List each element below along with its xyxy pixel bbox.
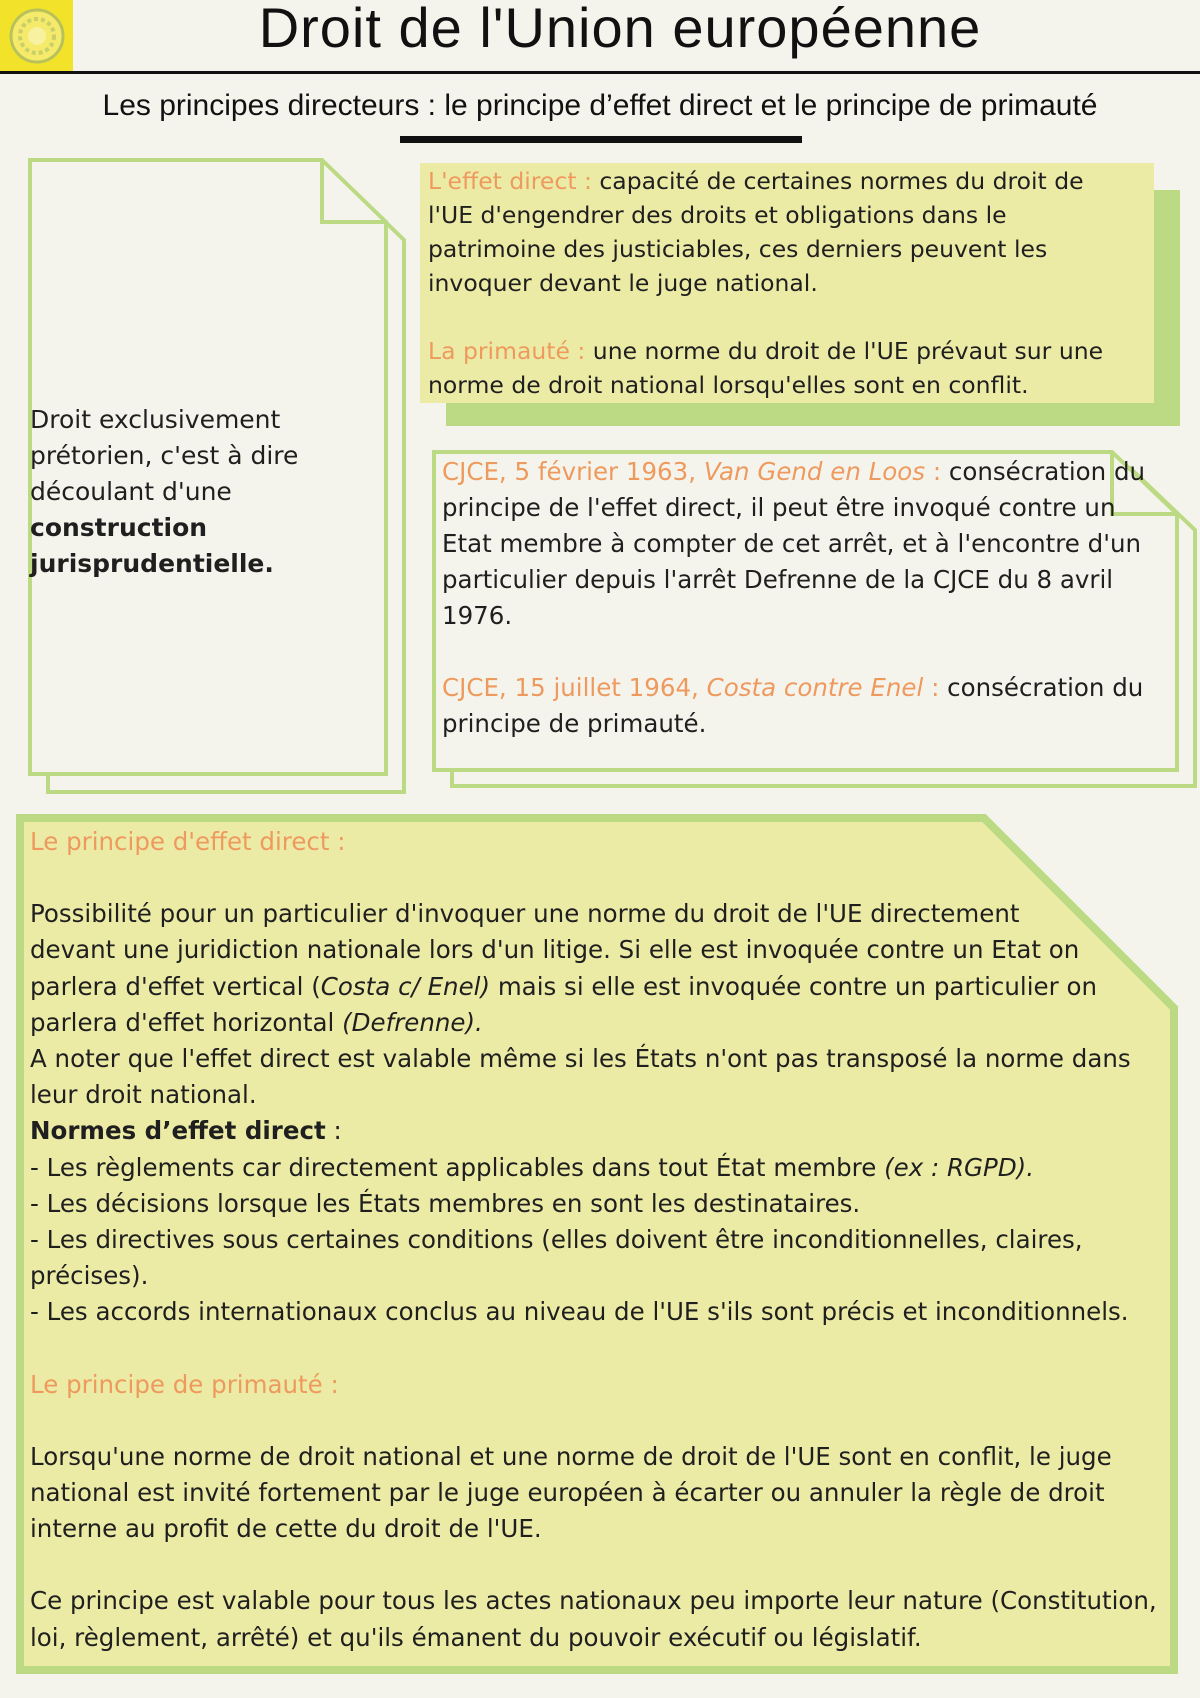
main-content: [30, 824, 1180, 1656]
normes-heading-bold: Normes d’effet direct: [30, 1116, 326, 1146]
normes-item1-b: (ex : RGPD).: [884, 1152, 1035, 1182]
effet-direct-text: capacité de certaines normes du droit de l'UE d'engendrer des droits et obligations dans le patrimoine des justiciables, ces derniers peuvent les invoquer devant le juge national.: [428, 167, 1084, 297]
normes-item: - Les décisions lorsque les États membres en sont les destinataires.: [30, 1188, 861, 1218]
normes-colon: :: [325, 1116, 342, 1146]
normes-item: - Les accords internationaux conclus au niveau de l'UE s'ils sont précis et inconditionnels.: [30, 1297, 1129, 1327]
effet-paragraph-2: A noter que l'effet direct est valable même si les États n'ont pas transposé la norme dans leur droit national.: [30, 1044, 1131, 1110]
effet-p1-a: Possibilité pour un particulier d'invoquer une norme du droit de l'UE directement devant une juridiction nationale lors d'un litige. Si elle est invoquée contre un Etat on parlera d'effet vertical (: [30, 899, 1080, 1001]
primaute-label: La primauté :: [428, 337, 586, 365]
effet-p1-c: mais si elle est invoquée contre un particulier on parlera d'effet horizontal: [30, 971, 1097, 1037]
case-van-gend: [442, 454, 1162, 634]
effet-direct-label: L'effet direct :: [428, 167, 592, 195]
effet-p1-b: Costa c/ Enel): [320, 971, 491, 1001]
case2-name: Costa contre Enel: [706, 673, 924, 702]
effet-p1-d: (Defrenne).: [342, 1007, 483, 1037]
page-title: Droit de l'Union européenne: [258, 0, 982, 59]
definition-effet-direct: [428, 164, 1108, 300]
effet-paragraph-1: [30, 896, 1110, 1041]
page-subtitle: Les principes directeurs : le principe d’effet direct et le principe de primauté: [102, 89, 1098, 122]
primaute-paragraph-1: Lorsqu'une norme de droit national et une norme de droit de l'UE sont en conflit, le juge national est invité fortement par le juge européen à écarter ou annuler la règle de droit interne au profit de cette du droit de l'UE.: [30, 1441, 1112, 1544]
definitions-box: [428, 164, 1108, 402]
normes-item1-a: - Les règlements car directement applicables dans tout État membre: [30, 1152, 885, 1182]
effet-heading: Le principe d'effet direct :: [30, 827, 346, 856]
left-note-text: Droit exclusivement prétorien, c'est à dire découlant d'une: [30, 405, 299, 506]
primaute-paragraph-2: Ce principe est valable pour tous les actes nationaux peu importe leur nature (Constitution, loi, règlement, arrêté) et qu'ils émanent du pouvoir exécutif ou législatif.: [30, 1586, 1157, 1652]
primaute-heading: Le principe de primauté :: [30, 1369, 339, 1399]
cases-box: [442, 454, 1162, 742]
case1-text: consécration du principe de l'effet direct, il peut être invoqué contre un Etat membre à compter de cet arrêt, et à l'encontre d'un particulier depuis l'arrêt Defrenne de la CJCE du 8 avril 1976.: [442, 457, 1146, 630]
case2-prefix: CJCE, 15 juillet 1964,: [442, 673, 707, 702]
case2-text: consécration du principe de primauté.: [442, 673, 1144, 738]
case2-sep: :: [923, 673, 940, 702]
case1-name: Van Gend en Loos: [703, 457, 926, 486]
left-note-bold: construction jurisprudentielle.: [30, 513, 274, 578]
definition-primaute: [428, 334, 1108, 402]
left-note: [30, 402, 390, 582]
primaute-text: une norme du droit de l'UE prévaut sur une norme de droit national lorsqu'elles sont en conflit.: [428, 337, 1104, 399]
case1-sep: :: [925, 457, 942, 486]
normes-item: [30, 1150, 1180, 1186]
normes-item: - Les directives sous certaines conditions (elles doivent être inconditionnelles, claires, précises).: [30, 1225, 1083, 1291]
normes-heading: [30, 1113, 1180, 1149]
case-costa: [442, 670, 1162, 742]
case1-prefix: CJCE, 5 février 1963,: [442, 457, 704, 486]
